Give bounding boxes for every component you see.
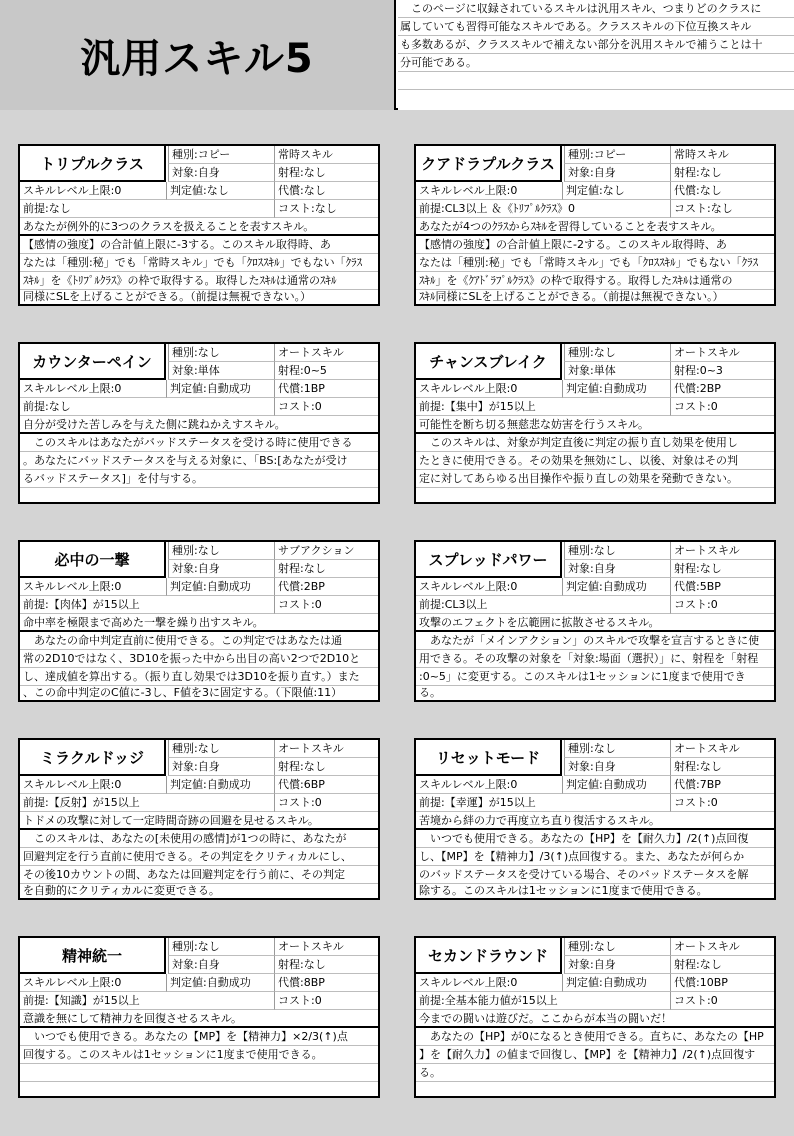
skill-summary: トドメの攻撃に対して一定時間奇跡の回避を見せるスキル。 — [20, 812, 378, 830]
skill-timing: オートスキル — [670, 938, 774, 956]
skill-desc-line: る。 — [416, 1064, 774, 1082]
skill-max-level: スキルレベル上限:0 — [416, 182, 562, 200]
skill-name: クアドラプルクラス — [416, 146, 562, 182]
skill-cost: コスト:なし — [274, 200, 378, 218]
skill-type: 種別:なし — [168, 938, 274, 956]
skill-name: 必中の一撃 — [20, 542, 166, 578]
skill-target: 対象:自身 — [168, 560, 274, 578]
skill-range: 射程:なし — [274, 560, 378, 578]
skill-target: 対象:単体 — [168, 362, 274, 380]
skill-check: 判定値:自動成功 — [166, 380, 274, 398]
skill-timing: オートスキル — [670, 740, 774, 758]
skill-timing: オートスキル — [670, 542, 774, 560]
skill-cost: コスト:0 — [274, 794, 378, 812]
skill-timing: オートスキル — [274, 740, 378, 758]
intro-line — [398, 72, 794, 90]
skill-cost-bp: 代償:7BP — [670, 776, 774, 794]
skill-max-level: スキルレベル上限:0 — [416, 380, 562, 398]
skill-desc-line: このスキルはあなたがバッドステータスを受ける時に使用できる — [20, 434, 378, 452]
skill-range: 射程:なし — [670, 164, 774, 182]
skill-type: 種別:なし — [564, 938, 670, 956]
skill-desc-line: 常の2D10ではなく、3D10を振った中から出目の高い2つで2D10と — [20, 650, 378, 668]
skill-desc-line: し、【MP】を【精神力】/3(↑)点回復する。また、あなたが何らか — [416, 848, 774, 866]
intro-line: 分可能である。 — [398, 54, 794, 72]
skill-type: 種別:コピー — [168, 146, 274, 164]
skill-desc-line: 【感情の強度】の合計値上限に-2する。このスキル取得時、あ — [416, 236, 774, 254]
page-title: 汎用スキル5 — [80, 35, 314, 82]
skill-card — [18, 738, 380, 900]
skill-name: 精神統一 — [20, 938, 166, 974]
skill-type: 種別:なし — [564, 740, 670, 758]
skill-max-level: スキルレベル上限:0 — [20, 578, 166, 596]
skill-desc-line: るバッドステータス]」を付与する。 — [20, 470, 378, 488]
skill-desc-line: 除する。このスキルは1セッションに1度まで使用できる。 — [419, 884, 708, 897]
skill-range: 射程:なし — [274, 758, 378, 776]
skill-cost-bp: 代償:2BP — [274, 578, 378, 596]
skill-name: チャンスブレイク — [416, 344, 562, 380]
skill-desc-line: 同様にSLを上げることができる。（前提は無視できない。） — [23, 290, 312, 303]
skill-desc-line — [20, 1082, 378, 1096]
intro-box — [398, 0, 794, 110]
skill-target: 対象:自身 — [564, 560, 670, 578]
skill-check: 判定値:自動成功 — [562, 776, 670, 794]
skill-card — [18, 936, 380, 1098]
skill-prereq: 前提:【知識】が15以上 — [20, 992, 274, 1010]
skill-cost: コスト:0 — [670, 794, 774, 812]
skill-card — [18, 540, 380, 702]
skill-desc-line: その後10カウントの間、あなたは回避判定を行う前に、その判定 — [20, 866, 378, 884]
skill-card — [414, 144, 776, 306]
skill-desc-line: 用できる。その攻撃の対象を「対象:場面（選択）」に、射程を「射程 — [416, 650, 774, 668]
skill-prereq: 前提:なし — [20, 398, 274, 416]
skill-cost: コスト:0 — [670, 398, 774, 416]
skill-max-level: スキルレベル上限:0 — [416, 578, 562, 596]
skill-desc-line — [20, 1064, 378, 1082]
skill-cost-bp: 代償:8BP — [274, 974, 378, 992]
skill-max-level: スキルレベル上限:0 — [416, 974, 562, 992]
skill-desc-line: 】を【耐久力】の値まで回復し、【MP】を【精神力】/2(↑)点回復す — [416, 1046, 774, 1064]
skill-type: 種別:なし — [168, 740, 274, 758]
skill-desc-line: たときに使用できる。その効果を無効にし、以後、対象はその判 — [416, 452, 774, 470]
skill-timing: 常時スキル — [274, 146, 378, 164]
skill-target: 対象:自身 — [564, 956, 670, 974]
skill-prereq: 前提:全基本能力値が15以上 — [416, 992, 670, 1010]
skill-desc-line: なたは「種別:秘」でも「常時スキル」でも「ｸﾛｽｽｷﾙ」でもない「ｸﾗｽ — [20, 254, 378, 272]
skill-desc-line: このスキルは、あなたの[未使用の感情]が1つの時に、あなたが — [20, 830, 378, 848]
title-box — [0, 0, 396, 110]
skill-desc-line: し、達成値を算出する。（振り直し効果では3D10を振り直す。）また — [20, 668, 378, 686]
skill-summary: 可能性を断ち切る無慈悲な妨害を行うスキル。 — [416, 416, 774, 434]
intro-line: このページに収録されているスキルは汎用スキル、つまりどのクラスに — [398, 0, 794, 18]
skill-desc-line: あなたの【HP】が0になるとき使用できる。直ちに、あなたの【HP — [416, 1028, 774, 1046]
skill-timing: オートスキル — [670, 344, 774, 362]
skill-prereq: 前提:なし — [20, 200, 274, 218]
skill-card — [414, 342, 776, 504]
skill-desc-line: 。あなたにバッドステータスを与える対象に、「BS:[あなたが受け — [20, 452, 378, 470]
skill-max-level: スキルレベル上限:0 — [20, 182, 166, 200]
skill-cost: コスト:0 — [274, 992, 378, 1010]
skill-desc-line — [20, 488, 378, 502]
skill-range: 射程:なし — [274, 956, 378, 974]
skill-desc-line: 、この命中判定のC値に-3し、F値を3に固定する。（下限値:11） — [23, 686, 343, 699]
skill-type: 種別:コピー — [564, 146, 670, 164]
skill-cost-bp: 代償:5BP — [670, 578, 774, 596]
skill-summary: 今までの闘いは遊びだ。ここからが本当の闘いだ！ — [416, 1010, 774, 1028]
skill-name: セカンドラウンド — [416, 938, 562, 974]
skill-type: 種別:なし — [564, 344, 670, 362]
skill-summary: 自分が受けた苦しみを与えた側に跳ねかえすスキル。 — [20, 416, 378, 434]
skill-desc-line: のバッドステータスを受けている場合、そのバッドステータスを解 — [416, 866, 774, 884]
skill-card — [18, 342, 380, 504]
skill-type: 種別:なし — [168, 542, 274, 560]
skill-cost: コスト:0 — [670, 596, 774, 614]
skill-name: ミラクルドッジ — [20, 740, 166, 776]
skill-prereq: 前提:【幸運】が15以上 — [416, 794, 670, 812]
skill-check: 判定値:自動成功 — [166, 776, 274, 794]
skill-desc-line: 回復する。このスキルは1セッションに1度まで使用できる。 — [20, 1046, 378, 1064]
skill-desc-line: 回避判定を行う直前に使用できる。その判定をクリティカルにし、 — [20, 848, 378, 866]
skill-max-level: スキルレベル上限:0 — [416, 776, 562, 794]
intro-line — [398, 90, 794, 108]
skill-cost: コスト:0 — [670, 992, 774, 1010]
skill-max-level: スキルレベル上限:0 — [20, 776, 166, 794]
skill-prereq: 前提:【肉体】が15以上 — [20, 596, 274, 614]
skill-card — [18, 144, 380, 306]
skill-check: 判定値:自動成功 — [562, 380, 670, 398]
page-header — [0, 0, 794, 110]
skill-summary: 苦境から絆の力で再度立ち直り復活するスキル。 — [416, 812, 774, 830]
skill-card — [414, 738, 776, 900]
skill-name: カウンターペイン — [20, 344, 166, 380]
skill-desc-line: 定に対してあらゆる出目操作や振り直しの効果を発動できない。 — [416, 470, 774, 488]
skill-range: 射程:0~3 — [670, 362, 774, 380]
skill-target: 対象:自身 — [168, 758, 274, 776]
skill-name: スプレッドパワー — [416, 542, 562, 578]
skill-type: 種別:なし — [168, 344, 274, 362]
skill-cost-bp: 代償:1BP — [274, 380, 378, 398]
skill-desc-line: :0~5」に変更する。このスキルは1セッションに1度まで使用でき — [416, 668, 774, 686]
skill-cost: コスト:0 — [274, 398, 378, 416]
skill-cost-bp: 代償:6BP — [274, 776, 378, 794]
skill-max-level: スキルレベル上限:0 — [20, 974, 166, 992]
skill-range: 射程:なし — [670, 758, 774, 776]
skill-target: 対象:自身 — [564, 758, 670, 776]
skill-desc-line: いつでも使用できる。あなたの【MP】を【精神力】×2/3(↑)点 — [20, 1028, 378, 1046]
skill-target: 対象:単体 — [564, 362, 670, 380]
skill-timing: オートスキル — [274, 938, 378, 956]
skill-desc-line: このスキルは、対象が判定直後に判定の振り直し効果を使用し — [416, 434, 774, 452]
skill-cost-bp: 代償:なし — [670, 182, 774, 200]
skill-max-level: スキルレベル上限:0 — [20, 380, 166, 398]
skill-summary: あなたが例外的に3つのクラスを扱えることを表すスキル。 — [20, 218, 378, 236]
skill-range: 射程:0~5 — [274, 362, 378, 380]
skill-summary: 意識を無にして精神力を回復させるスキル。 — [20, 1010, 378, 1028]
skill-desc-line: あなたの命中判定直前に使用できる。この判定ではあなたは通 — [20, 632, 378, 650]
intro-line: 属していても習得可能なスキルである。クラススキルの下位互換スキル — [398, 18, 794, 36]
skill-desc-line: ｽｷﾙ」を《ｸｱﾄﾞﾗﾌﾟﾙｸﾗｽ》の枠で取得する。取得したｽｷﾙは通常の — [416, 272, 774, 290]
skill-cost: コスト:なし — [670, 200, 774, 218]
skill-desc-line: いつでも使用できる。あなたの【HP】を【耐久力】/2(↑)点回復 — [416, 830, 774, 848]
skill-check: 判定値:自動成功 — [562, 974, 670, 992]
skill-check: 判定値:なし — [166, 182, 274, 200]
skill-desc-line: ｽｷﾙ同様にSLを上げることができる。（前提は無視できない。） — [419, 290, 724, 303]
skill-check: 判定値:なし — [562, 182, 670, 200]
skill-desc-line: なたは「種別:秘」でも「常時スキル」でも「ｸﾛｽｽｷﾙ」でもない「ｸﾗｽ — [416, 254, 774, 272]
skill-prereq: 前提:CL3以上 ＆《ﾄﾘﾌﾟﾙｸﾗｽ》0 — [416, 200, 670, 218]
skill-type: 種別:なし — [564, 542, 670, 560]
skill-check: 判定値:自動成功 — [166, 578, 274, 596]
skill-cost-bp: 代償:10BP — [670, 974, 774, 992]
skill-desc-line: 【感情の強度】の合計値上限に-3する。このスキル取得時、あ — [20, 236, 378, 254]
skill-timing: 常時スキル — [670, 146, 774, 164]
skill-check: 判定値:自動成功 — [166, 974, 274, 992]
skill-target: 対象:自身 — [168, 956, 274, 974]
skill-card — [414, 936, 776, 1098]
skill-card — [414, 540, 776, 702]
skill-desc-line: る。 — [419, 686, 441, 699]
skill-target: 対象:自身 — [564, 164, 670, 182]
skill-cost: コスト:0 — [274, 596, 378, 614]
skill-prereq: 前提:【反射】が15以上 — [20, 794, 274, 812]
skill-summary: 命中率を極限まで高めた一撃を繰り出すスキル。 — [20, 614, 378, 632]
skill-summary: あなたが4つのｸﾗｽからｽｷﾙを習得していることを表すスキル。 — [416, 218, 774, 236]
skill-desc-line: あなたが「メインアクション」のスキルで攻撃を宣言するときに使 — [416, 632, 774, 650]
intro-line: も多数あるが、クラススキルで補えない部分を汎用スキルで補うことは十 — [398, 36, 794, 54]
skill-range: 射程:なし — [670, 956, 774, 974]
skill-range: 射程:なし — [274, 164, 378, 182]
skill-prereq: 前提:CL3以上 — [416, 596, 670, 614]
skill-range: 射程:なし — [670, 560, 774, 578]
skill-desc-line — [416, 1082, 774, 1096]
skill-desc-line: ｽｷﾙ」を《ﾄﾘﾌﾟﾙｸﾗｽ》の枠で取得する。取得したｽｷﾙは通常のｽｷﾙ — [20, 272, 378, 290]
skill-name: トリプルクラス — [20, 146, 166, 182]
skill-name: リセットモード — [416, 740, 562, 776]
skill-prereq: 前提:【集中】が15以上 — [416, 398, 670, 416]
skill-target: 対象:自身 — [168, 164, 274, 182]
skill-check: 判定値:自動成功 — [562, 578, 670, 596]
skill-timing: オートスキル — [274, 344, 378, 362]
skill-cost-bp: 代償:なし — [274, 182, 378, 200]
skill-desc-line — [416, 488, 774, 502]
skill-desc-line: を自動的にクリティカルに変更できる。 — [23, 884, 220, 897]
skill-timing: サブアクション — [274, 542, 378, 560]
skill-cost-bp: 代償:2BP — [670, 380, 774, 398]
skill-summary: 攻撃のエフェクトを広範囲に拡散させるスキル。 — [416, 614, 774, 632]
